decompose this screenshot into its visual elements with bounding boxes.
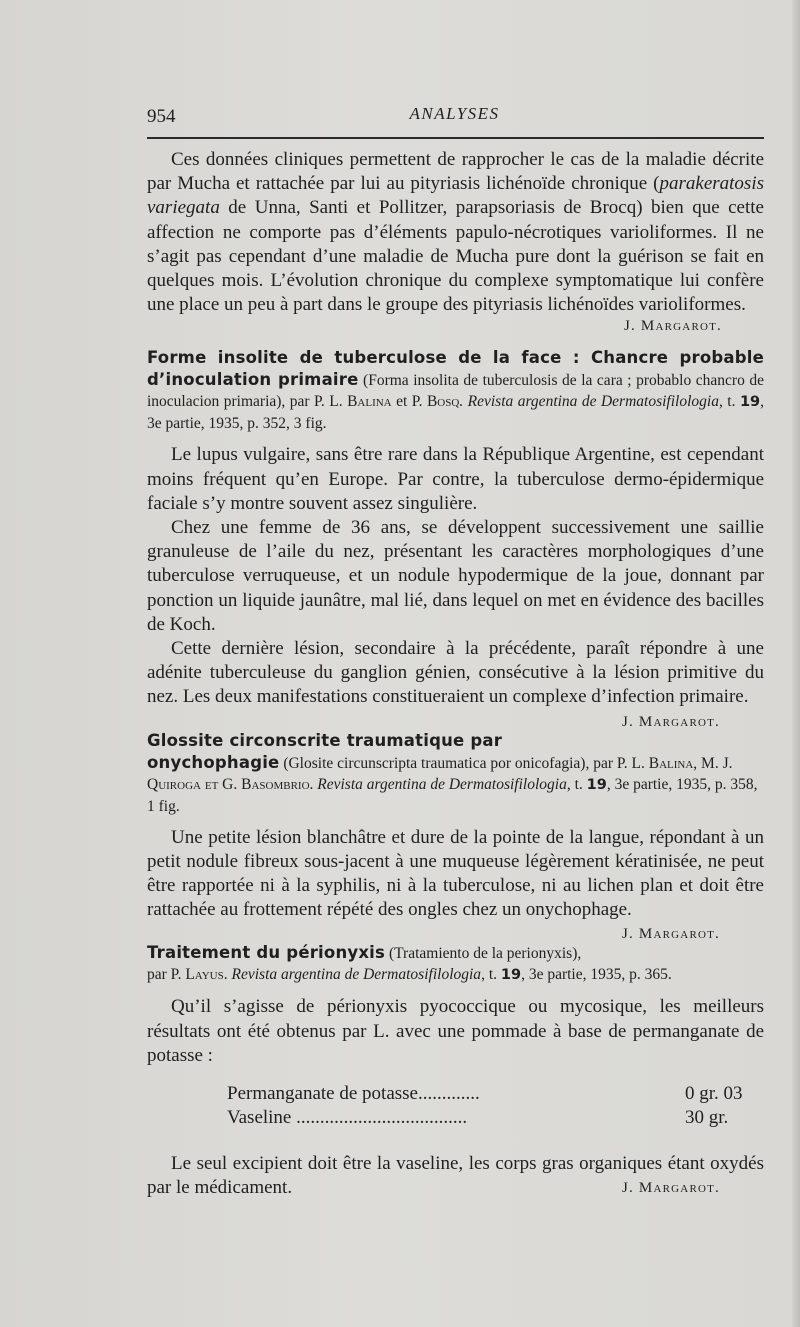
article-column (147, 148, 764, 1200)
running-title: ANALYSES (409, 104, 500, 123)
volume-number: 19 (739, 394, 761, 411)
text-run: , t. (481, 966, 501, 984)
signature: J. Margarot. (624, 318, 722, 335)
entry-heading (147, 942, 764, 986)
header-rule (147, 137, 764, 139)
paragraph (147, 637, 764, 730)
entry-title: Traitement du périonyxis (147, 943, 386, 963)
entry-title: Forme insolite de tuberculose de la face : Chancre probable d’inoculation primaire (147, 348, 764, 390)
text-run: Ces données cliniques permettent de rapprocher le cas de la maladie décrite par Mucha et rattachée par lui au pityriasis lichénoïde chronique ( (147, 149, 764, 195)
entry-heading (147, 347, 764, 434)
page-number: 954 (147, 106, 176, 127)
journal-name: Revista argentina de Dermatosifilologia (231, 966, 482, 984)
authors: Balina, M. J. Quiroga et G. Basombrio. (147, 754, 733, 793)
paragraph (147, 1152, 764, 1200)
formula-line (147, 1082, 764, 1106)
entry-heading (147, 730, 764, 817)
quantity: 0 gr. 03 (685, 1083, 743, 1105)
page-edge-shadow (792, 0, 800, 1327)
continuation-paragraph (147, 148, 764, 317)
volume-number: 19 (586, 776, 607, 793)
text-run: Une petite lésion blanchâtre et dure de la pointe de la langue, répondant à un petit nodule fibreux sous-jacent à une muqueuse légèrement kératinisée, ne peut être rapportée ni à la syphilis, ni à la tuberculose, ni au lichen plan et doit être rattachée au frottement répété des ongles chez un onychophage. (147, 826, 764, 921)
reference-details: , 3e partie, 1935, p. 352, 3 fig. (147, 393, 764, 433)
text-run: Le seul excipient doit être la vaseline, les corps gras organiques étant oxydés par le médicament. (147, 1153, 764, 1199)
formula-line (147, 1106, 764, 1130)
text-run: de Unna, Santi et Pollitzer, parapsoriasis de Brocq) bien que cette affection ne comporte pas d’éléments papulo-nécrotiques varioliformes. Il ne s’agit pas cependant d’une maladie de Mucha pure dont la guérison se fait en quelques mois. L’évolution chronique du complexe symptomatique lui confère une place un peu à part dans le groupe des pityriasis lichénoïdes varioliformes. (147, 197, 764, 316)
paragraph: Chez une femme de 36 ans, se développent successivement une saillie granuleuse de l’aile du nez, présentant les caractères morphologiques d’une tuberculose verruqueuse, et un nodule hypodermique de la joue, donnant par ponction un liquide jaunâtre, mal lié, dans lequel on met en évidence des bacilles de Koch. (147, 517, 764, 635)
paragraph: Qu’il s’agisse de périonyxis pyococcique ou mycosique, les meilleurs résultats ont été obtenus par L. avec une pommade à base de permanganate de potasse : (147, 996, 764, 1066)
author: Layus. (185, 966, 228, 984)
paragraph (147, 826, 764, 943)
signature: J. Margarot. (622, 926, 720, 943)
text-run: Cette dernière lésion, secondaire à la précédente, paraît répondre à une adénite tuberculeuse du ganglion génien, consécutive à la lésion primitive du nez. Les deux manifestations constitueraient un complexe d’infection primaire. (147, 638, 764, 708)
text-run: , t. (718, 393, 740, 411)
text-run: , t. (566, 775, 587, 793)
author: Bosq (426, 393, 460, 411)
paragraph: Le lupus vulgaire, sans être rare dans la République Argentine, est cependant moins fréquent qu’en Europe. Par contre, la tuberculose dermo-épidermique faciale s’y montre souvent assez singulière. (147, 444, 764, 514)
page-header (147, 102, 762, 130)
author: Balina (347, 393, 392, 411)
signature: J. Margarot. (622, 713, 720, 730)
signature: J. Margarot. (622, 1180, 720, 1197)
volume-number: 19 (500, 967, 522, 984)
ingredient: Permanganate de potasse............. (227, 1083, 480, 1105)
journal-name: Revista argentina de Dermatosifilologia (317, 775, 567, 793)
entry-title: Glossite circonscrite traumatique par onychophagie (147, 730, 503, 772)
entry-subtitle: (Glosite circunscripta traumatica por onicofagia), par P. L. (279, 754, 649, 772)
entry-subtitle: (Tratamiento de la perionyxis), par P. (147, 945, 582, 984)
reference-details: , 3e partie, 1935, p. 365. (521, 966, 672, 984)
journal-name: . Revista argentina de Dermatosifilologia (459, 393, 719, 411)
italic-term: parakeratosis variegata (147, 173, 764, 219)
quantity: 30 gr. (685, 1107, 729, 1129)
text-run: et P. (391, 393, 427, 411)
entry-subtitle: (Forma insolita de tuberculosis de la cara ; probablo chancro de inoculacion primaria), par P. L. (147, 372, 764, 411)
ingredient: Vaseline .................................... (227, 1107, 468, 1129)
reference-details: , 3e partie, 1935, p. 358, 1 fig. (147, 775, 758, 815)
formula (147, 1082, 764, 1130)
